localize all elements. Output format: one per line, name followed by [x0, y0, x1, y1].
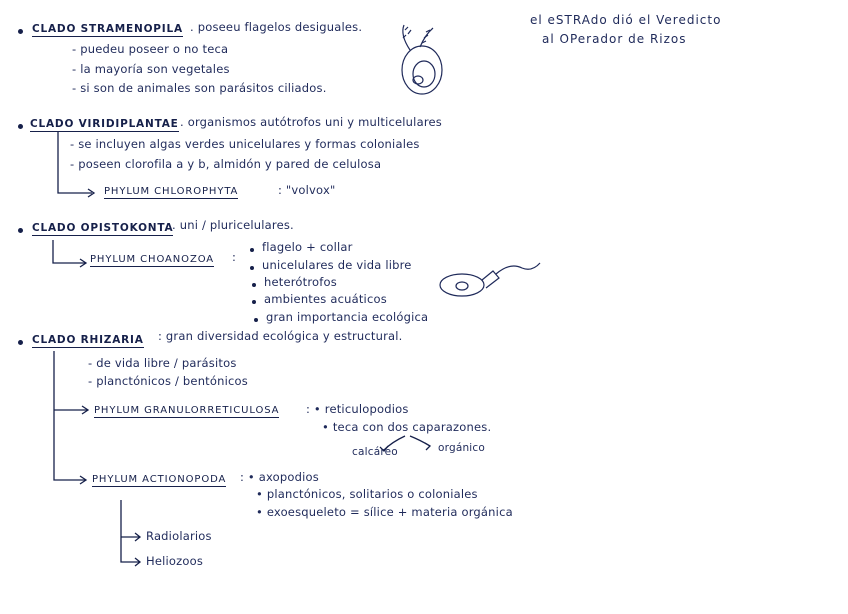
- bullet-icon: [18, 29, 23, 34]
- viridiplantae-desc: . organismos autótrofos uni y multicelulares: [180, 115, 442, 129]
- choanozoa-cell-icon: [440, 263, 540, 296]
- header-line-1: el eSTRAdo dió el Veredicto: [530, 13, 722, 27]
- bullet-icon: [252, 283, 256, 287]
- bullet-icon: [252, 300, 256, 304]
- bullet-icon: [250, 266, 254, 270]
- actionopoda-item: • planctónicos, solitarios o coloniales: [256, 487, 478, 501]
- choanozoa-item: unicelulares de vida libre: [262, 258, 412, 272]
- stramenopila-item: - puedeu poseer o no teca: [72, 42, 229, 56]
- phylum-choanozoa: PHYLUM CHOANOZOA: [90, 254, 215, 265]
- stramenopila-desc: . poseeu flagelos desiguales.: [190, 20, 363, 34]
- phylum-chlorophyta: PHYLUM CHLOROPHYTA: [104, 186, 239, 197]
- sub-radiolarios: Radiolarios: [146, 529, 212, 543]
- clado-viridiplantae-title: CLADO VIRIDIPLANTAE: [30, 118, 179, 130]
- bullet-icon: [18, 228, 23, 233]
- actionopoda-connector: [121, 500, 140, 562]
- stramenopila-item: - la mayoría son vegetales: [72, 62, 230, 76]
- rhizaria-connector: [54, 351, 86, 480]
- phylum-granulorreticulosa: PHYLUM GRANULORRETICULOSA: [94, 405, 280, 416]
- branch-organico: orgánico: [438, 442, 486, 454]
- granulorreticulosa-item: • teca con dos caparazones.: [322, 420, 492, 434]
- choanozoa-item: gran importancia ecológica: [266, 310, 429, 324]
- bullet-icon: [18, 340, 23, 345]
- choanozoa-item: heterótrofos: [264, 275, 337, 289]
- rhizaria-item: - de vida libre / parásitos: [88, 356, 237, 370]
- viridiplantae-item: - se incluyen algas verdes unicelulares y formas coloniales: [70, 137, 420, 151]
- bullet-icon: [18, 124, 23, 129]
- sub-heliozoos: Heliozoos: [146, 554, 204, 568]
- bullet-icon: [254, 318, 258, 322]
- stramenopila-cell-icon: [402, 25, 442, 94]
- clado-rhizaria-title: CLADO RHIZARIA: [32, 334, 144, 346]
- bullet-icon: [250, 248, 254, 252]
- rhizaria-item: - planctónicos / bentónicos: [88, 374, 248, 388]
- branch-calcareo: calcáreo: [352, 446, 398, 458]
- granulorreticulosa-item: : • reticulopodios: [306, 402, 409, 416]
- choanozoa-colon: :: [232, 250, 237, 264]
- opistokonta-desc: . uni / pluricelulares.: [172, 218, 294, 232]
- header-line-2: al OPerador de Rizos: [542, 32, 687, 46]
- choanozoa-item: flagelo + collar: [262, 240, 353, 254]
- clado-stramenopila-title: CLADO STRAMENOPILA: [32, 23, 183, 35]
- actionopoda-item: : • axopodios: [240, 470, 319, 484]
- chlorophyta-note: : "volvox": [278, 183, 336, 197]
- stramenopila-item: - si son de animales son parásitos ciliados.: [72, 81, 327, 95]
- rhizaria-desc: : gran diversidad ecológica y estructural.: [158, 329, 403, 343]
- clado-opistokonta-title: CLADO OPISTOKONTA: [32, 222, 174, 234]
- choanozoa-item: ambientes acuáticos: [264, 292, 387, 306]
- actionopoda-item: • exoesqueleto = sílice + materia orgánica: [256, 505, 513, 519]
- phylum-actionopoda: PHYLUM ACTIONOPODA: [92, 474, 227, 485]
- viridiplantae-item: - poseen clorofila a y b, almidón y pared de celulosa: [70, 157, 382, 171]
